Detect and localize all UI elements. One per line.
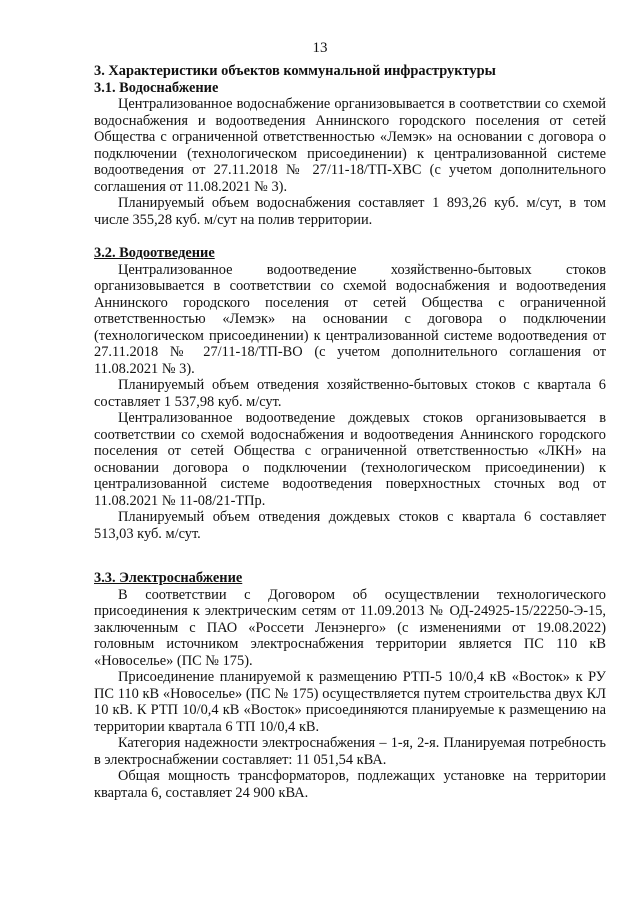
power-supply-paragraph: В соответствии с Договором об осуществлении технологического присоединения к электрическим сетям от 11.09.2013 № ОД-24925-15/22250-Э-15, заключенным с ПАО «Россети Ленэнерго» (с изменениями от 19.08.2022) головным источником электроснабжения территории является ПС 110 кВ «Новоселье» (ПС № 175).: [94, 586, 606, 669]
page-number: 13: [312, 40, 328, 56]
power-supply-heading: 3.3. Электроснабжение: [94, 570, 243, 586]
document-body: [94, 63, 606, 801]
sewerage-paragraph: Планируемый объем отведения хозяйственно-бытовых стоков с квартала 6 составляет 1 537,98 куб. м/сут.: [94, 377, 606, 410]
sewerage-paragraph: Централизованное водоотведение хозяйственно-бытовых стоков организовывается в соответствии со схемой водоснабжения и водоотведения Аннинского городского поселения от сетей Общества с ограниченной ответственностью «Лемэк» на основании с договора о подключении (технологическом присоединении) к централизованной системе водоотведения от 27.11.2018 № 27/11-18/ТП-ВО (с учетом дополнительного соглашения от 11.08.2021 № 3).: [94, 261, 606, 377]
water-supply-heading: 3.1. Водоснабжение: [94, 79, 219, 96]
section-title: 3. Характеристики объектов коммунальной инфраструктуры: [94, 63, 496, 79]
power-supply-paragraph: Общая мощность трансформаторов, подлежащих установке на территории квартала 6, составляет 24 900 кВА.: [94, 768, 606, 801]
sewerage-heading: 3.2. Водоотведение: [94, 245, 215, 261]
water-supply-paragraph: Централизованное водоснабжение организовывается в соответствии со схемой водоснабжения и водоотведения Аннинского городского поселения от сетей Общества с ограниченной ответственностью «Лемэк» на основании с договора о подключении (технологическом присоединении) к централизованной системе водоотведения от 27.11.2018 № 27/11-18/ТП-ХВС (с учетом дополнительного соглашения от 11.08.2021 № 3).: [94, 96, 606, 195]
power-supply-paragraph: Категория надежности электроснабжения – 1-я, 2-я. Планируемая потребность в электроснабжении составляет: 11 051,54 кВА.: [94, 735, 606, 768]
sewerage-paragraph: Планируемый объем отведения дождевых стоков с квартала 6 составляет 513,03 куб. м/сут.: [94, 509, 606, 542]
water-supply-paragraph: Планируемый объем водоснабжения составляет 1 893,26 куб. м/сут, в том числе 355,28 куб. м/сут на полив территории.: [94, 195, 606, 228]
sewerage-paragraph: Централизованное водоотведение дождевых стоков организовывается в соответствии со схемой водоснабжения и водоотведения Аннинского городского поселения от сетей Общества с ограниченной ответственностью «ЛКН» на основании договора о подключении (технологическом присоединении) к централизованной системе водоотведения поверхностных сточных вод от 11.08.2021 № 11-08/21-ТПр.: [94, 410, 606, 509]
power-supply-paragraph: Присоединение планируемой к размещению РТП-5 10/0,4 кВ «Восток» к РУ ПС 110 кВ «Новоселье» (ПС № 175) осуществляется путем строительства двух КЛ 10 кВ. К РТП 10/0,4 кВ «Восток» присоединяются планируемые к размещению на территории квартала 6 ТП 10/0,4 кВ.: [94, 669, 606, 735]
